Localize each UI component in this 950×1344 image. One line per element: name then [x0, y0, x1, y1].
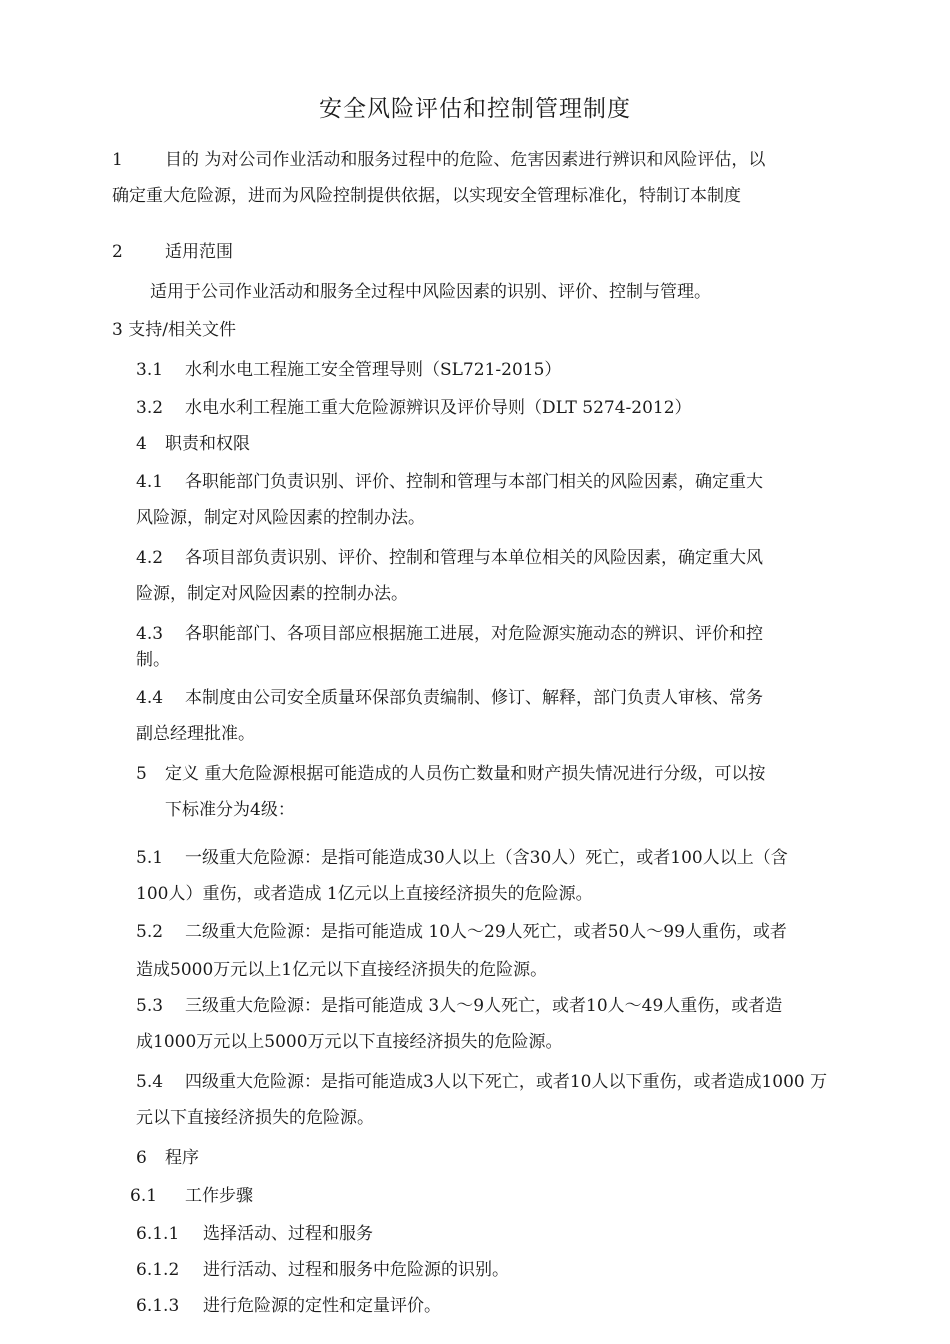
section-3-1-text: 水利水电工程施工安全管理导则（SL721-2015） [185, 360, 562, 380]
section-5-2-text-line1: 二级重大危险源：是指可能造成 10人～29人死亡，或者50人～99人重伤，或者 [185, 922, 787, 942]
section-5-3-number: 5.3 [136, 996, 164, 1016]
section-6-1-3-text: 进行危险源的定性和定量评价。 [203, 1296, 441, 1316]
section-4-3-number: 4.3 [136, 624, 164, 644]
section-4-1-text-line1: 各职能部门负责识别、评价、控制和管理与本部门相关的风险因素，确定重大 [185, 472, 763, 492]
section-6-1-3-number: 6.1.3 [136, 1296, 180, 1316]
section-1-text-line1: 目的 为对公司作业活动和服务过程中的危险、危害因素进行辨识和风险评估，以 [165, 150, 766, 170]
section-6-1-1-number: 6.1.1 [136, 1224, 180, 1244]
section-1-text-line2: 确定重大危险源，进而为风险控制提供依据，以实现安全管理标准化，特制订本制度 [112, 186, 741, 206]
section-4-2-number: 4.2 [136, 548, 164, 568]
section-2-text: 适用于公司作业活动和服务全过程中风险因素的识别、评价、控制与管理。 [150, 282, 711, 302]
section-5-1-text-line1: 一级重大危险源：是指可能造成30人以上（含30人）死亡，或者100人以上（含 [185, 848, 788, 868]
section-5-3-text-line2: 成1000万元以上5000万元以下直接经济损失的危险源。 [136, 1032, 563, 1052]
section-6-heading: 程序 [165, 1148, 199, 1168]
section-3-heading: 3 支持/相关文件 [112, 320, 236, 340]
section-5-text-line1: 定义 重大危险源根据可能造成的人员伤亡数量和财产损失情况进行分级，可以按 [165, 764, 766, 784]
section-6-number: 6 [136, 1148, 147, 1168]
section-4-1-text-line2: 风险源，制定对风险因素的控制办法。 [136, 508, 425, 528]
section-5-2-number: 5.2 [136, 922, 164, 942]
section-6-1-heading: 工作步骤 [185, 1186, 253, 1206]
section-5-4-text-line1: 四级重大危险源：是指可能造成3人以下死亡，或者10人以下重伤，或者造成1000 万 [185, 1072, 828, 1092]
section-2-number: 2 [112, 242, 123, 262]
section-4-4-text-line1: 本制度由公司安全质量环保部负责编制、修订、解释，部门负责人审核、常务 [185, 688, 763, 708]
section-3-1-number: 3.1 [136, 360, 164, 380]
section-1-number: 1 [112, 150, 123, 170]
section-4-number: 4 [136, 434, 147, 454]
section-6-1-2-text: 进行活动、过程和服务中危险源的识别。 [203, 1260, 509, 1280]
section-2-heading: 适用范围 [165, 242, 233, 262]
section-5-4-number: 5.4 [136, 1072, 164, 1092]
section-4-2-text-line2: 险源，制定对风险因素的控制办法。 [136, 584, 408, 604]
document-title: 安全风险评估和控制管理制度 [319, 96, 631, 122]
section-4-2-text-line1: 各项目部负责识别、评价、控制和管理与本单位相关的风险因素，确定重大风 [185, 548, 763, 568]
section-5-1-number: 5.1 [136, 848, 164, 868]
section-4-3-text-line1: 各职能部门、各项目部应根据施工进展，对危险源实施动态的辨识、评价和控 [185, 624, 763, 644]
section-4-4-text-line2: 副总经理批准。 [136, 724, 255, 744]
section-5-text-line2: 下标准分为4级： [165, 800, 295, 820]
section-3-2-text: 水电水利工程施工重大危险源辨识及评价导则（DLT 5274-2012） [185, 398, 692, 418]
section-4-heading: 职责和权限 [165, 434, 250, 454]
section-6-1-2-number: 6.1.2 [136, 1260, 180, 1280]
section-6-1-1-text: 选择活动、过程和服务 [203, 1224, 373, 1244]
section-3-2-number: 3.2 [136, 398, 164, 418]
section-4-3-text-line2: 制。 [136, 650, 170, 670]
section-5-4-text-line2: 元以下直接经济损失的危险源。 [136, 1108, 374, 1128]
section-4-4-number: 4.4 [136, 688, 164, 708]
section-5-2-text-line2: 造成5000万元以上1亿元以下直接经济损失的危险源。 [136, 960, 548, 980]
section-5-number: 5 [136, 764, 147, 784]
section-5-3-text-line1: 三级重大危险源：是指可能造成 3人～9人死亡，或者10人～49人重伤，或者造 [185, 996, 783, 1016]
section-6-1-number: 6.1 [130, 1186, 158, 1206]
section-5-1-text-line2: 100人）重伤，或者造成 1亿元以上直接经济损失的危险源。 [136, 884, 593, 904]
section-4-1-number: 4.1 [136, 472, 164, 492]
